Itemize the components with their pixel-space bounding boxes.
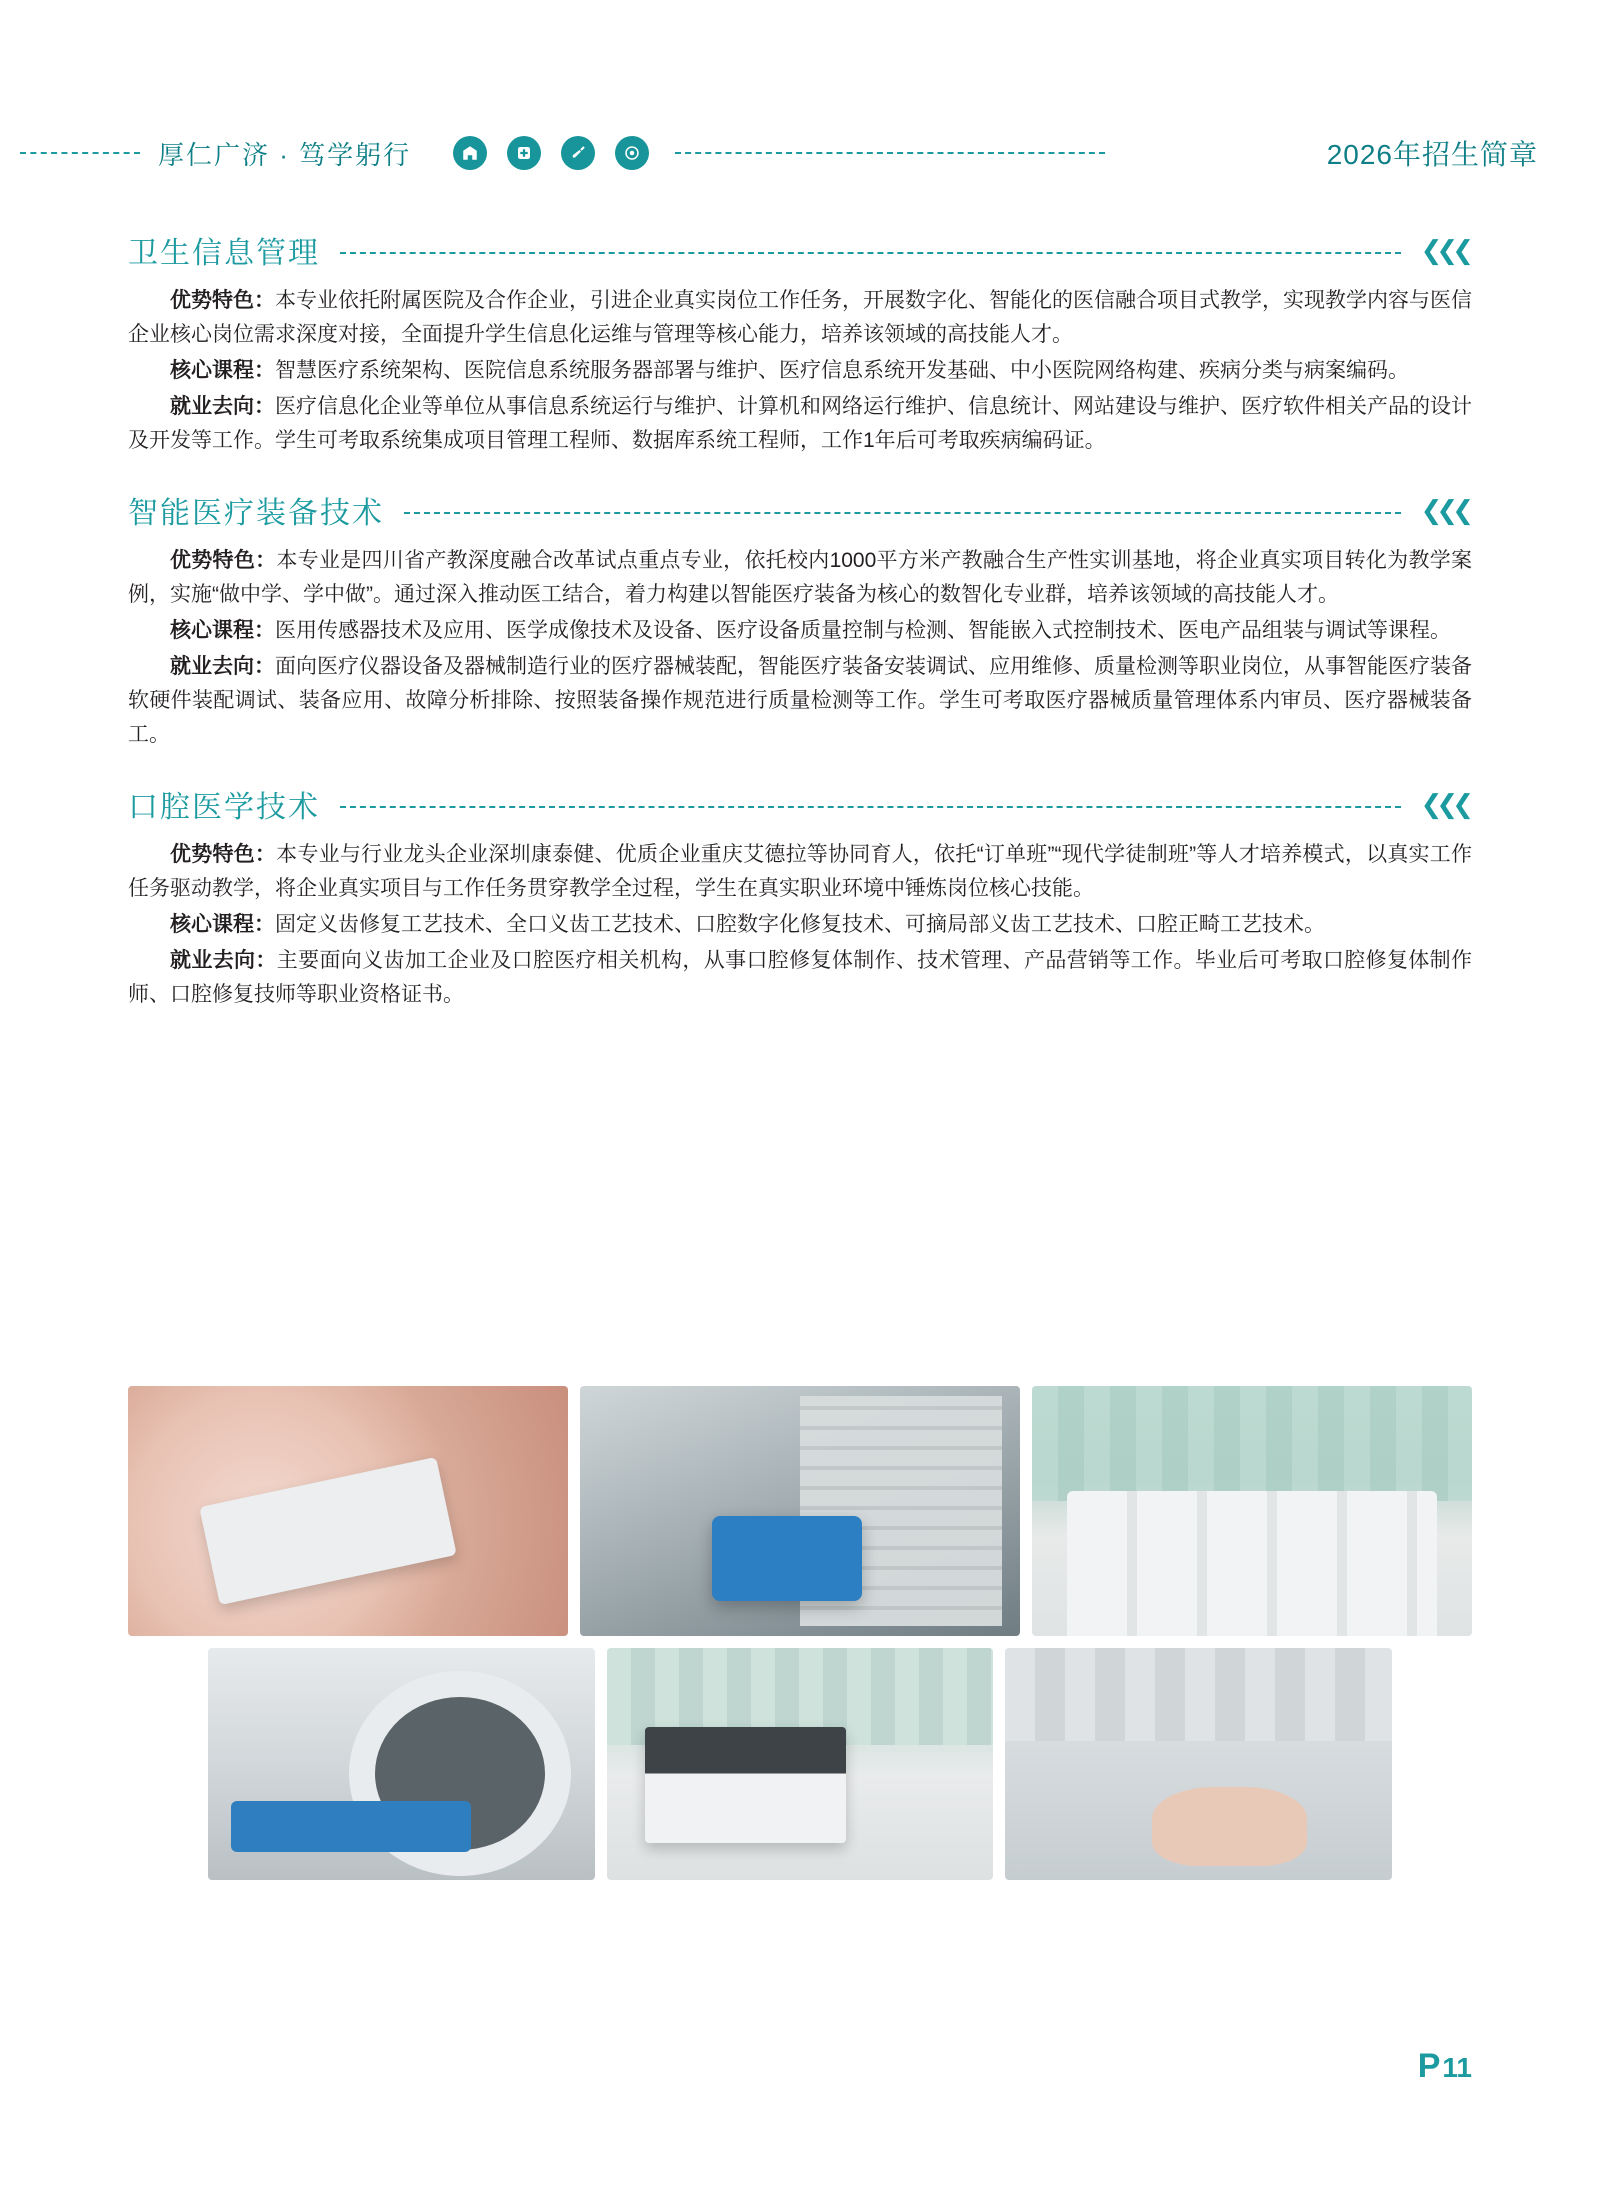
paragraph-text: 本专业与行业龙头企业深圳康泰健、优质企业重庆艾德拉等协同育人，依托“订单班”“现代学徒制班”等人才培养模式，以真实工作任务驱动教学，将企业真实项目与工作任务贯穿教学全过程，学生在真实职业环境中锤炼岗位核心技能。 xyxy=(128,843,1473,901)
section-oral-medical-technology xyxy=(128,782,1472,1012)
syringe-icon xyxy=(561,136,595,170)
paragraph-label: 优势特色： xyxy=(170,843,277,867)
section-header xyxy=(128,488,1472,532)
paragraph-core-courses xyxy=(128,354,1472,388)
header-rule-middle xyxy=(675,152,1105,154)
paragraph-text: 面向医疗仪器设备及器械制造行业的医疗器械装配，智能医疗装备安装调试、应用维修、质量检测等职业岗位，从事智能医疗装备软硬件装配调试、装备应用、故障分析排除、按照装备操作规范进行质量检测等工作。学生可考取医疗器械质量管理体系内审员、医疗器械装备工。 xyxy=(128,655,1472,747)
photo-nursing-practice xyxy=(1005,1648,1392,1880)
paragraph-text: 智慧医疗系统架构、医院信息系统服务器部署与维护、医疗信息系统开发基础、中小医院网络构建、疾病分类与病案编码。 xyxy=(275,359,1409,383)
chevron-left-icon: ❮❮❮ xyxy=(1420,494,1468,525)
paragraph-advantages xyxy=(128,284,1472,352)
section-rule xyxy=(404,512,1401,514)
paragraph-text: 固定义齿修复工艺技术、全口义齿工艺技术、口腔数字化修复技术、可摘局部义齿工艺技术、口腔正畸工艺技术。 xyxy=(275,913,1325,937)
header-year-title: 2026年招生简章 xyxy=(1326,139,1538,170)
paragraph-employment xyxy=(128,944,1472,1012)
section-title: 口腔医学技术 xyxy=(128,791,320,825)
section-intelligent-medical-equipment xyxy=(128,488,1472,752)
section-title: 智能医疗装备技术 xyxy=(128,497,384,531)
photo-row-1 xyxy=(128,1386,1472,1636)
paragraph-label: 就业去向： xyxy=(170,395,275,419)
paragraph-text: 本专业依托附属医院及合作企业，引进企业真实岗位工作任务，开展数字化、智能化的医信融合项目式教学，实现教学内容与医信企业核心岗位需求深度对接，全面提升学生信息化运维与管理等核心能力，培养该领域的高技能人才。 xyxy=(128,289,1472,347)
header-icon-group xyxy=(453,136,649,170)
header-rule-left xyxy=(20,152,140,154)
photo-equipment-training xyxy=(1032,1386,1472,1636)
section-title: 卫生信息管理 xyxy=(128,237,320,270)
chevron-left-icon: ❮❮❮ xyxy=(1420,234,1468,265)
stethoscope-icon xyxy=(507,136,541,170)
section-rule xyxy=(340,806,1401,808)
chevron-left-icon: ❮❮❮ xyxy=(1420,788,1468,819)
paragraph-label: 核心课程： xyxy=(170,359,275,383)
photo-lab-analyzer xyxy=(607,1648,994,1880)
paragraph-employment xyxy=(128,390,1472,458)
paragraph-text: 本专业是四川省产教深度融合改革试点重点专业，依托校内1000平方米产教融合生产性实训基地，将企业真实项目转化为教学案例，实施“做中学、学中做”。通过深入推动医工结合，着力构建以智能医疗装备为核心的数智化专业群，培养该领域的高技能人才。 xyxy=(128,549,1473,607)
paragraph-advantages xyxy=(128,544,1472,612)
paragraph-core-courses xyxy=(128,908,1472,942)
paragraph-label: 就业去向： xyxy=(170,949,277,973)
photo-gallery xyxy=(128,1386,1472,1892)
page-number-prefix: P xyxy=(1417,2047,1441,2085)
paragraph-label: 优势特色： xyxy=(170,289,275,312)
page-footer xyxy=(1418,2047,1472,2086)
paragraph-employment xyxy=(128,650,1472,752)
photo-dental-model xyxy=(128,1386,568,1636)
section-header xyxy=(128,782,1472,826)
page-header xyxy=(0,128,1600,178)
paragraph-label: 就业去向： xyxy=(170,655,275,679)
paragraph-text: 医用传感器技术及应用、医学成像技术及设备、医疗设备质量控制与检测、智能嵌入式控制技术、医电产品组装与调试等课程。 xyxy=(275,619,1451,643)
paragraph-advantages xyxy=(128,838,1472,906)
hospital-icon xyxy=(453,136,487,170)
paragraph-label: 核心课程： xyxy=(170,619,275,643)
paragraph-text: 主要面向义齿加工企业及口腔医疗相关机构，从事口腔修复体制作、技术管理、产品营销等工作。毕业后可考取口腔修复体制作师、口腔修复技师等职业资格证书。 xyxy=(128,949,1472,1007)
header-slogan: 厚仁广济 · 笃学躬行 xyxy=(158,139,412,170)
photo-row-2 xyxy=(128,1648,1472,1880)
page-number: 11 xyxy=(1442,2052,1472,2083)
paragraph-core-courses xyxy=(128,614,1472,648)
photo-electrical-testing xyxy=(580,1386,1020,1636)
paragraph-label: 核心课程： xyxy=(170,913,275,937)
paragraph-label: 优势特色： xyxy=(170,549,277,573)
microscope-icon xyxy=(615,136,649,170)
section-header xyxy=(128,228,1472,272)
section-rule xyxy=(340,252,1401,254)
photo-ct-scanner xyxy=(208,1648,595,1880)
main-content xyxy=(128,228,1472,1042)
paragraph-text: 医疗信息化企业等单位从事信息系统运行与维护、计算机和网络运行维护、信息统计、网站建设与维护、医疗软件相关产品的设计及开发等工作。学生可考取系统集成项目管理工程师、数据库系统工程师，工作1年后可考取疾病编码证。 xyxy=(128,395,1472,453)
section-health-information-management xyxy=(128,228,1472,458)
